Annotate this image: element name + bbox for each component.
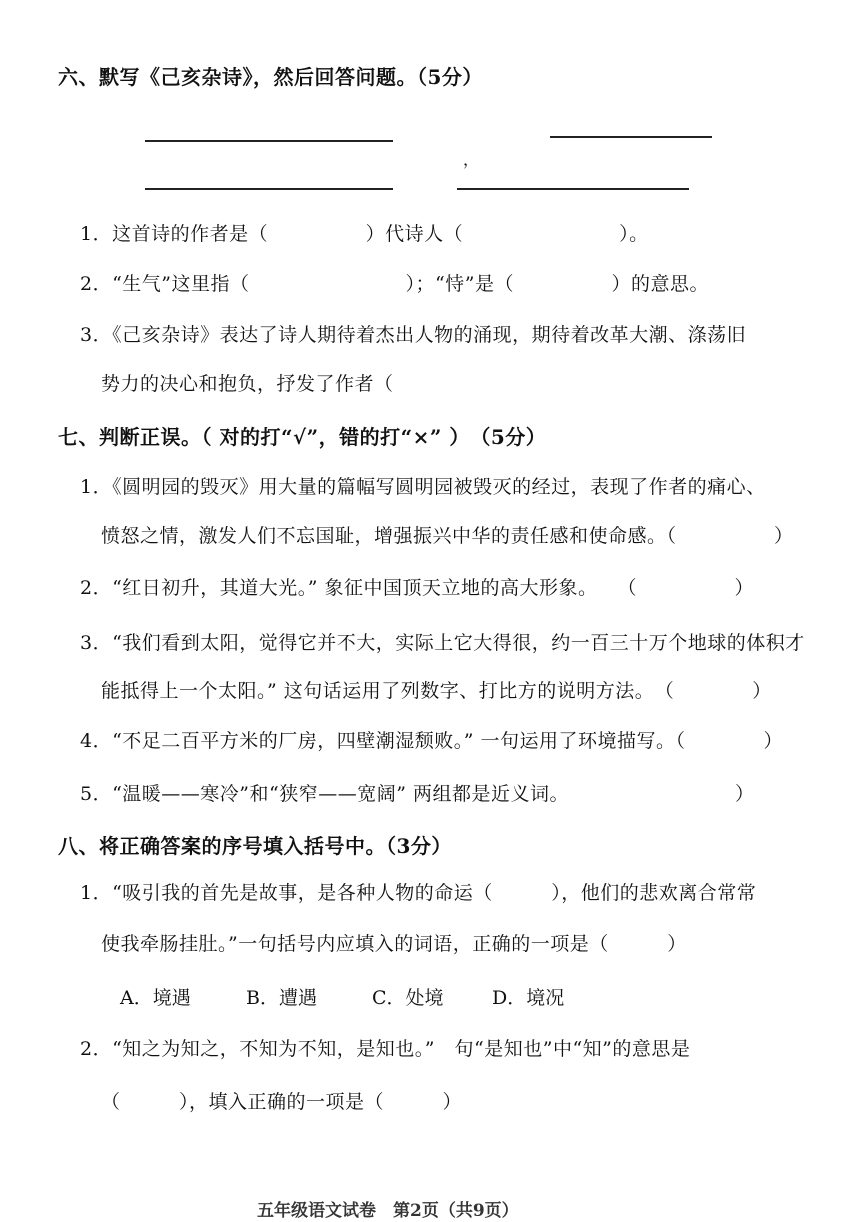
section-6-heading: 六、默写《己亥杂诗》，然后回答问题。（5分） <box>58 65 483 89</box>
section-7-item-3-line-2: 能抵得上一个太阳。” 这句话运用了列数字、打比方的说明方法。 （ ） <box>101 680 772 702</box>
poem-blank-line-4[interactable] <box>457 188 689 190</box>
section-8-question-2-line-1: 2．“知之为知之，不知为不知，是知也。” 句“是知也”中“知”的意思是 <box>80 1038 691 1060</box>
section-6-question-2: 2．“生气”这里指（ ）；“恃”是（ ）的意思。 <box>80 273 709 295</box>
poem-blank-line-2[interactable] <box>550 136 712 138</box>
option-c[interactable]: C．处境 <box>372 987 444 1009</box>
section-8-question-1-line-1: 1．“吸引我的首先是故事，是各种人物的命运（ ），他们的悲欢离合常常 <box>80 882 757 904</box>
page-footer: 五年级语文试卷 第2页（共9页） <box>257 1201 519 1221</box>
poem-blank-line-3[interactable] <box>145 188 393 190</box>
option-d[interactable]: D．境况 <box>492 987 565 1009</box>
section-7-item-1-line-2: 愤怒之情，激发人们不忘国耻，增强振兴中华的责任感和使命感。（ ） <box>101 525 794 547</box>
section-7-item-5: 5．“温暖——寒冷”和“狭窄——宽阔” 两组都是近义词。 ） <box>80 783 755 805</box>
section-8-heading: 八、将正确答案的序号填入括号中。（3分） <box>58 834 452 858</box>
section-6-question-3-line-1: 3．《己亥杂诗》表达了诗人期待着杰出人物的涌现，期待着改革大潮、涤荡旧 <box>80 324 747 346</box>
section-6-question-3-line-2: 势力的决心和抱负，抒发了作者（ <box>101 373 394 395</box>
section-8-question-1-line-2: 使我牵肠挂肚。”一句括号内应填入的词语，正确的一项是（ ） <box>101 933 687 955</box>
section-7-item-2: 2．“红日初升，其道大光。” 象征中国顶天立地的高大形象。 （ ） <box>80 577 755 599</box>
option-b[interactable]: B．遭遇 <box>246 987 317 1009</box>
poem-comma: ， <box>463 150 480 169</box>
option-a[interactable]: A．境遇 <box>120 987 191 1009</box>
poem-blank-line-1[interactable] <box>145 140 393 142</box>
section-7-item-3-line-1: 3．“我们看到太阳，觉得它并不大，实际上它大得很，约一百三十万个地球的体积才 <box>80 632 805 654</box>
section-7-item-1-line-1: 1．《圆明园的毁灭》用大量的篇幅写圆明园被毁灭的经过，表现了作者的痛心、 <box>80 476 766 498</box>
section-6-question-1: 1．这首诗的作者是（ ）代诗人（ ）。 <box>80 223 649 245</box>
section-8-question-2-line-2: （ ），填入正确的一项是（ ） <box>101 1091 463 1113</box>
section-7-item-4: 4．“不足二百平方米的厂房，四壁潮湿颓败。” 一句运用了环境描写。（ ） <box>80 730 784 752</box>
section-7-heading: 七、判断正误。（ 对的打“√”，错的打“×” ） （5分） <box>58 425 547 449</box>
